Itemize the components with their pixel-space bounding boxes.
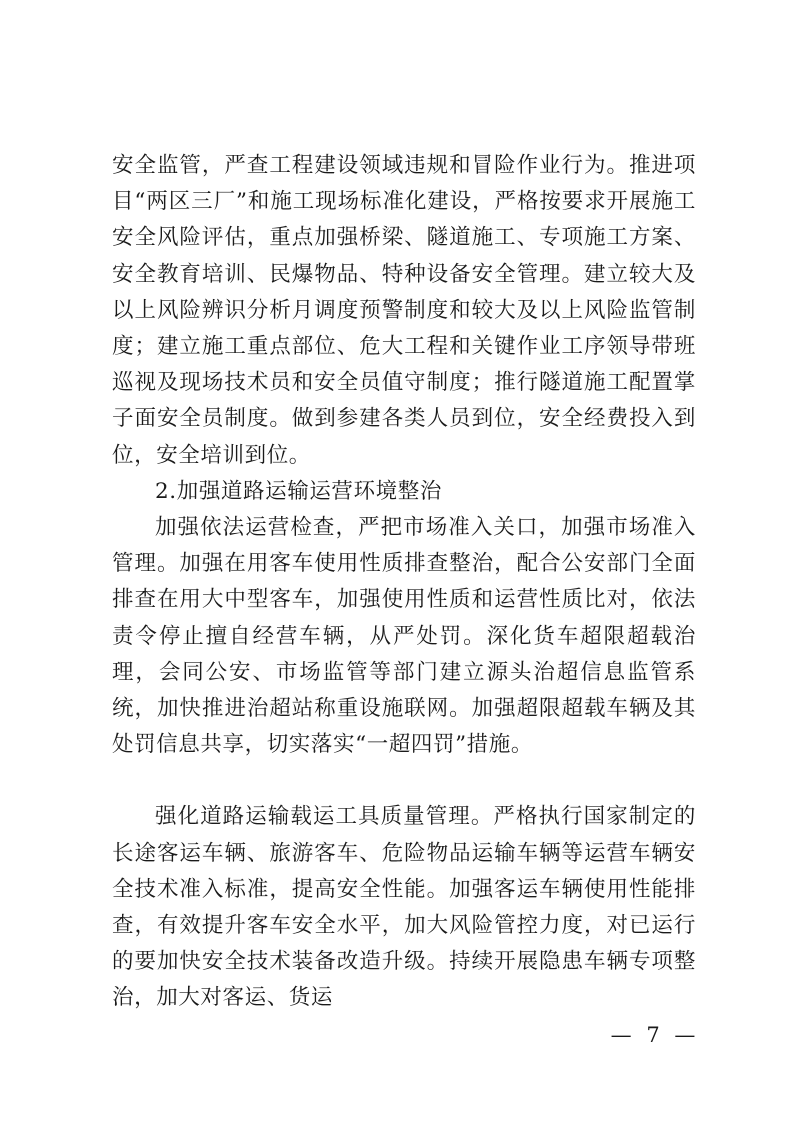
paragraph-safety-supervision: 安全监管，严查工程建设领域违规和冒险作业行为。推进项目“两区三厂”和施工现场标准化建设，严格按要求开展施工安全风险评估，重点加强桥梁、隧道施工、专项施工方案、安全教育培训、民爆物品、特种设备安全管理。建立较大及以上风险辨识分析月调度预警制度和较大及以上风险监管制度；建立施工重点部位、危大工程和关键作业工序领导带班巡视及现场技术员和安全员值守制度；推行隧道施工配置掌子面安全员制度。做到参建各类人员到位，安全经费投入到位，安全培训到位。	[112, 153, 696, 468]
paragraph-vehicle-quality: 强化道路运输载运工具质量管理。严格执行国家制定的长途客运车辆、旅游客车、危险物品运输车辆等运营车辆安全技术准入标准，提高安全性能。加强客运车辆使用性能排查，有效提升客车安全水平，加大风险管控力度，对已运行的要加快安全技术装备改造升级。持续开展隐患车辆专项整治，加大对客运、货运	[112, 804, 696, 1011]
section-heading-road-transport: 2.加强道路运输运营环境整治	[155, 478, 442, 504]
document-body	[112, 148, 696, 1017]
paragraph-market-access: 加强依法运营检查，严把市场准入关口，加强市场准入管理。加强在用客车使用性质排查整治，配合公安部门全面排查在用大中型客车，加强使用性质和运营性质比对，依法责令停止擅自经营车辆，从严处罚。深化货车超限超载治理，会同公安、市场监管等部门建立源头治超信息监管系统，加快推进治超站称重设施联网。加强超限超载车辆及其处罚信息共享，切实落实“一超四罚”措施。	[112, 515, 696, 758]
page-number: — 7 —	[610, 1023, 700, 1047]
